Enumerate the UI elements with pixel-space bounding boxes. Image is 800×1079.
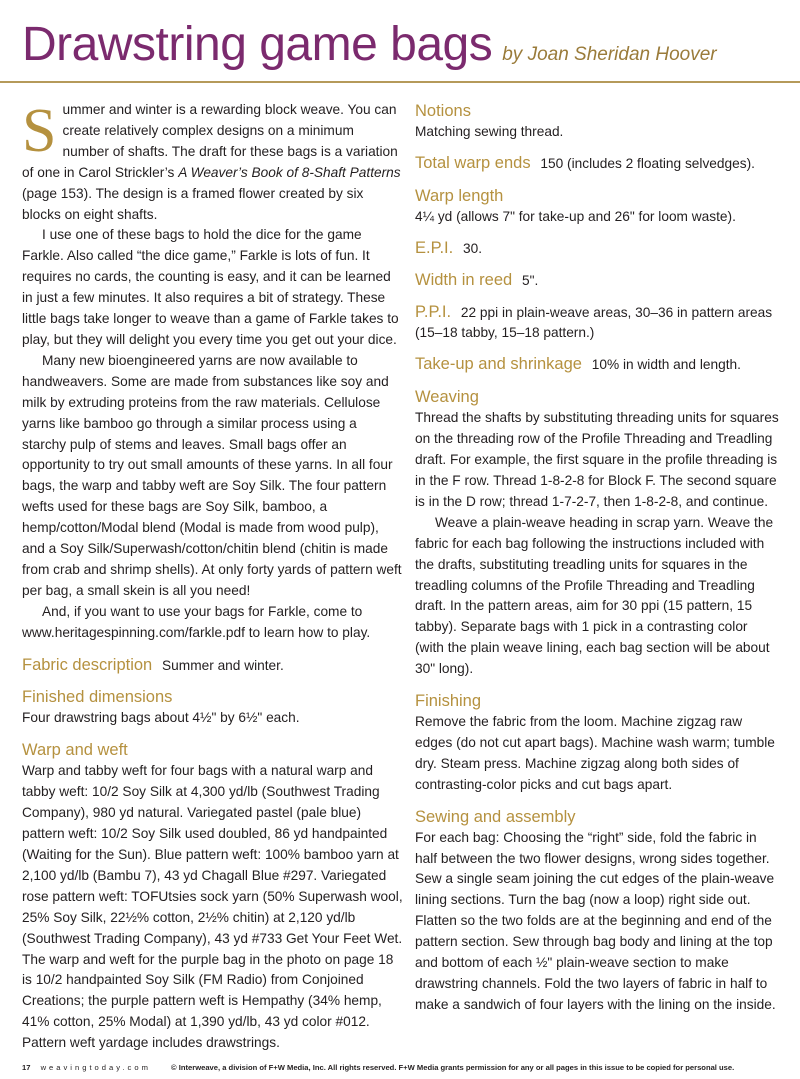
- fabric-text: Summer and winter.: [162, 657, 284, 673]
- footer-site: weavingtoday.com: [40, 1063, 151, 1072]
- left-column: [22, 97, 404, 1054]
- page-title: Drawstring game bags: [22, 18, 493, 71]
- epi-heading: E.P.I.: [415, 238, 454, 257]
- notions-text: Matching sewing thread.: [415, 124, 564, 139]
- width-heading: Width in reed: [415, 270, 513, 289]
- ppi: [415, 302, 780, 345]
- weaving-paragraph-2: Weave a plain-weave heading in scrap yarn. Weave the fabric for each bag following the instructions included with the drafts, substituting treadling units for squares in the treadling columns of the Profile Threading and Treadling draft. In the pattern areas, aim for 30 ppi (15 pattern, 15 tabby). Separate bags with 1 pick in a contrasting color (with the plain weave lining, each bag section will be about 30" long).: [415, 514, 774, 677]
- byline: by Joan Sheridan Hoover: [502, 44, 717, 65]
- ppi-text: 22 ppi in plain-weave areas, 30–36 in pattern areas (15–18 tabby, 15–18 pattern.): [415, 304, 773, 341]
- intro-paragraph: [22, 97, 404, 225]
- finished-heading: Finished dimensions: [22, 688, 173, 707]
- epi: [415, 238, 780, 260]
- finishing-heading: Finishing: [415, 692, 482, 711]
- link-paragraph: And, if you want to use your bags for Farkle, come to www.heritagespinning.com/farkle.pdf to learn how to play.: [22, 603, 371, 640]
- warp-length-heading: Warp length: [415, 186, 504, 205]
- fabric-heading: Fabric description: [22, 655, 153, 674]
- weaving-heading: Weaving: [415, 388, 479, 407]
- book-title: A Weaver’s Book of 8-Shaft Patterns: [178, 164, 401, 180]
- drop-cap: S: [22, 97, 57, 165]
- intro-text-a: ummer and winter is a rewarding block weave. You can create relatively complex designs on a minimum number of shafts. The draft for these bags is a variation of one in Carol Strickler’s: [22, 102, 398, 180]
- take-up-text: 10% in width and length.: [591, 357, 741, 373]
- page-number: 17: [22, 1063, 31, 1072]
- take-up-heading: Take-up and shrinkage: [415, 355, 582, 374]
- finishing-text: Remove the fabric from the loom. Machine zigzag raw edges (do not cut apart bags). Machine wash warm; tumble dry. Steam press. Machine zigzag along both sides of contrasting-color picks and cut bags apart.: [415, 714, 775, 792]
- intro-text-b: (page 153). The design is a framed flower created by six blocks on eight shafts.: [22, 185, 364, 222]
- weaving-paragraph-1: Thread the shafts by substituting threading units for squares on the threading row of the Profile Threading and Treadling draft. For example, the first square in the profile threading is in the F row. Thread 1-8-2-8 for Block F. The second square is in the D row; thread 1-7-2-7, then 1-8-2-8, and continue.: [415, 410, 779, 509]
- width-text: 5".: [522, 272, 539, 288]
- header-rule: [0, 81, 800, 83]
- warp-ends-heading: Total warp ends: [415, 153, 531, 172]
- fabric-description: [22, 655, 404, 677]
- ppi-heading: P.P.I.: [415, 302, 452, 321]
- notions-heading: Notions: [415, 102, 471, 120]
- right-column: [415, 100, 780, 1016]
- sewing-heading: Sewing and assembly: [415, 807, 576, 826]
- warp-ends-text: 150 (includes 2 floating selvedges).: [540, 155, 755, 171]
- page-footer: [22, 1063, 790, 1072]
- epi-text: 30.: [463, 240, 483, 256]
- warp-length-text: 4¼ yd (allows 7" for take-up and 26" for loom waste).: [415, 208, 736, 224]
- width-in-reed: [415, 270, 780, 292]
- sewing-text: For each bag: Choosing the “right” side, fold the fabric in half between the two flower designs, wrong sides together. Sew a single seam joining the cut edges of the plain-weave lining sections. Turn the bag (now a loop) right side out. Flatten so the two folds are at the beginning and end of the pattern section. Sew through bag body and lining at the top and bottom of each ½" plain-weave section to make drawstring channels. Fold the two layers of fabric in half to make a sandwich of four layers with the lining on the inside.: [415, 829, 776, 1012]
- finished-text: Four drawstring bags about 4½" by 6½" each.: [22, 710, 300, 726]
- farkle-paragraph: I use one of these bags to hold the dice for the game Farkle. Also called “the dice game,” Farkle is lots of fun. It requires no cards, the counting is easy, and it can be learned in just a few minutes. It also requires a bit of strategy. These little bags take longer to weave than a game of Farkle takes to play, but they will delight you every time you get out your dice.: [22, 227, 399, 347]
- warp-weft-heading: Warp and weft: [22, 741, 128, 760]
- copyright-notice: © Interweave, a division of F+W Media, Inc. All rights reserved. F+W Media grants permission for any or all pages in this issue to be copied for personal use.: [171, 1063, 735, 1072]
- page-header: [22, 14, 780, 76]
- warp-weft-text: Warp and tabby weft for four bags with a natural warp and tabby weft: 10/2 Soy Silk at 4,300 yd/lb (Southwest Trading Company), 980 yd natural. Variegated pastel (pale blue) pattern weft: 10/2 Soy Silk used doubled, 86 yd handpainted (Waiting for the Sun). Blue pattern weft: 100% bamboo yarn at 2,100 yd/lb (Bambu 7), 43 yd Chagall Blue #297. Variegated rose pattern weft: TOFUtsies sock yarn (50% Superwash wool, 25% Soy Silk, 22½% cotton, 2½% chitin) at 2,120 yd/lb (Southwest Trading Company), 43 yd #733 Get Your Feet Wet. The warp and weft for the purple bag in the photo on page 18 is 10/2 handpainted Soy Silk (FM Radio) from Conjoined Creations; the purple pattern weft is Hempathy (34% hemp, 41% cotton, 25% Modal) at 1,390 yd/lb, 43 yd color #012. Pattern weft yardage includes drawstrings.: [22, 763, 403, 1051]
- yarns-paragraph: Many new bioengineered yarns are now available to handweavers. Some are made from substances like soy and milk by extruding proteins from the raw materials. Cellulose yarns like bamboo go through a similar process using a starchy pulp of stems and leaves. Small bags offer an opportunity to try out small amounts of these yarns. In all four bags, the warp and tabby weft are Soy Silk. The four pattern wefts used for these bags are Soy Silk, bamboo, a hemp/cotton/Modal blend (Modal is made from wood pulp), and a Soy Silk/Superwash/cotton/chitin blend (chitin is made from crab and shrimp shells). At only forty yards of pattern weft per bag, a small skein is all you need!: [22, 352, 402, 598]
- take-up: [415, 354, 780, 376]
- warp-ends: [415, 153, 780, 175]
